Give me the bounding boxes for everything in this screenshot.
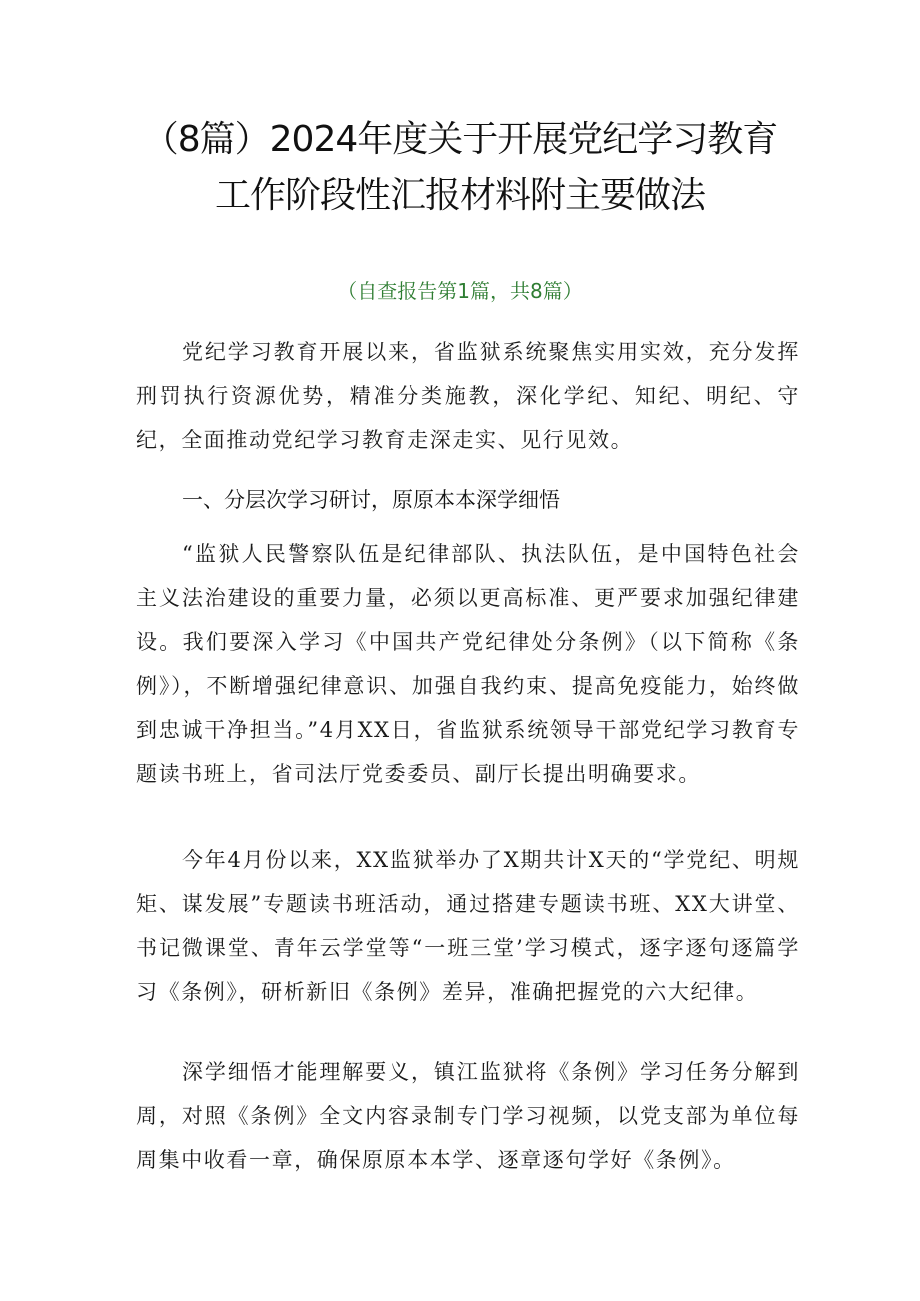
report-subtitle: （自查报告第1篇，共8篇） bbox=[337, 279, 583, 303]
paragraph-deep-study: 深学细悟才能理解要义，镇江监狱将《条例》学习任务分解到周，对照《条例》全文内容录制专门学习视频，以党支部为单位每周集中收看一章，确保原原本本学、逐章逐句学好《条例》。 bbox=[136, 1060, 800, 1172]
paragraph-quote: “监狱人民警察队伍是纪律部队、执法队伍，是中国特色社会主义法治建设的重要力量，必须以更高标准、更严要求加强纪律建设。我们要深入学习《中国共产党纪律处分条例》（以下简称《条例》），不断增强纪律意识、加强自我约束、提高免疫能力，始终做到忠诚干净担当。”4月XX日，省监狱系统领导干部党纪学习教育专题读书班上，省司法厅党委委员、副厅长提出明确要求。 bbox=[136, 542, 800, 786]
title-line-1: （8篇）2024年度关于开展党纪学习教育 bbox=[142, 119, 778, 160]
title-line-2: 工作阶段性汇报材料附主要做法 bbox=[214, 175, 705, 216]
paragraph-study-class: 今年4月份以来，XX监狱举办了X期共计X天的“学党纪、明规矩、谋发展”专题读书班活动，通过搭建专题读书班、XX大讲堂、书记微课堂、青年云学堂等“一班三堂’学习模式，逐字逐句逐篇学习《条例》，研析新旧《条例》差异，准确把握党的六大纪律。 bbox=[136, 848, 800, 1004]
paragraph-intro: 党纪学习教育开展以来，省监狱系统聚焦实用实效，充分发挥刑罚执行资源优势，精准分类施教，深化学纪、知纪、明纪、守纪，全面推动党纪学习教育走深走实、见行见效。 bbox=[136, 340, 800, 452]
section-heading: 一、分层次学习研讨，原原本本深学细悟 bbox=[182, 488, 560, 512]
document-title bbox=[100, 112, 820, 224]
